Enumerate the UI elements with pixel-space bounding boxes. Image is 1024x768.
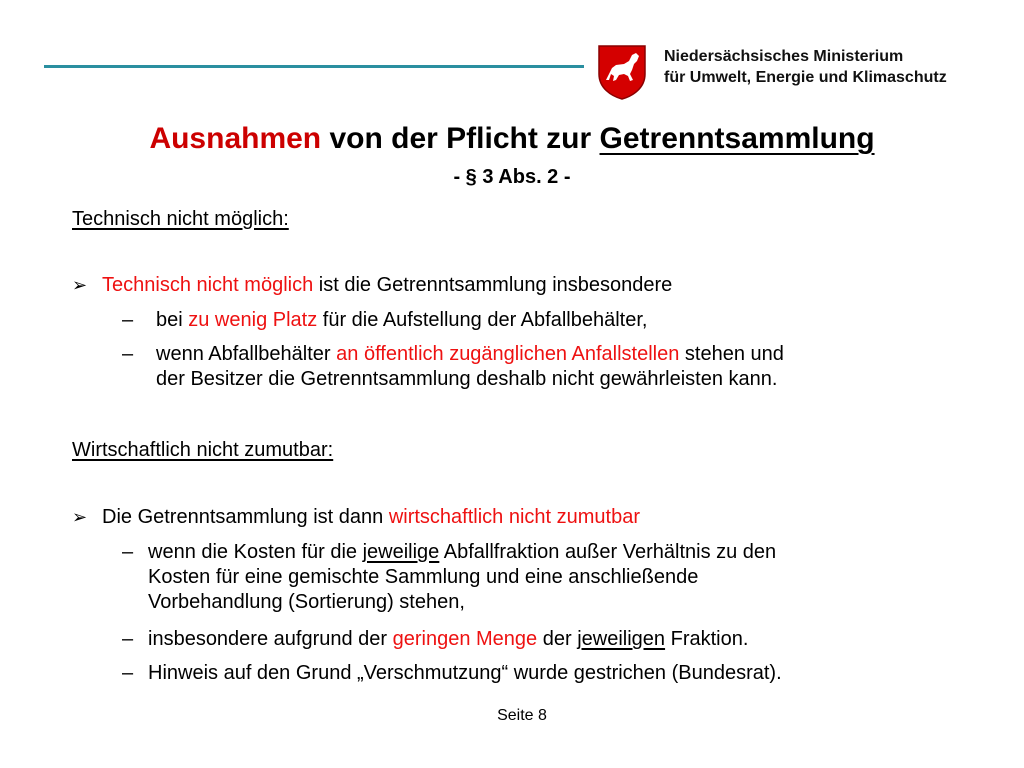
slide-title bbox=[0, 120, 1024, 158]
bullet-technical bbox=[72, 273, 672, 297]
title-highlight: Ausnahmen bbox=[149, 122, 322, 155]
sub-item-quantity-text-b: der bbox=[537, 628, 578, 650]
sub-item-costs-underlined: jeweilige bbox=[362, 541, 440, 563]
bullet-technical-text: ist die Getrenntsammlung insbesondere bbox=[313, 274, 673, 296]
ministry-line-2: für Umwelt, Energie und Klimaschutz bbox=[664, 69, 947, 86]
dash-bullet-icon: – bbox=[122, 309, 134, 331]
dash-bullet-icon: – bbox=[122, 343, 134, 365]
page-number: Seite 8 bbox=[497, 707, 547, 724]
sub-item-public-line2: der Besitzer die Getrenntsammlung deshalb nicht gewährleisten kann. bbox=[156, 368, 778, 390]
bullet-economic bbox=[72, 505, 640, 529]
dash-bullet-icon: – bbox=[122, 662, 134, 684]
sub-item-space-text-a: bei bbox=[156, 309, 189, 331]
arrow-bullet-icon: ➢ bbox=[72, 507, 88, 527]
bullet-technical-highlight: Technisch nicht möglich bbox=[102, 274, 314, 296]
sub-item-public-text-b: stehen und bbox=[679, 343, 784, 365]
header-accent-line bbox=[44, 65, 584, 68]
ministry-line-1: Niedersächsisches Ministerium bbox=[664, 48, 904, 65]
sub-item-quantity-highlight: geringen Menge bbox=[392, 628, 538, 650]
title-underlined: Getrenntsammlung bbox=[599, 122, 875, 155]
arrow-bullet-icon: ➢ bbox=[72, 275, 88, 295]
slide-subtitle: - § 3 Abs. 2 - bbox=[453, 166, 571, 188]
ministry-name bbox=[664, 46, 947, 88]
sub-item-space-text-b: für die Aufstellung der Abfallbehälter, bbox=[317, 309, 648, 331]
dash-bullet-icon: – bbox=[122, 541, 134, 563]
sub-item-costs-line2: Kosten für eine gemischte Sammlung und eine anschließende bbox=[148, 566, 699, 588]
sub-item-quantity-text-a: insbesondere aufgrund der bbox=[148, 628, 393, 650]
sub-item-costs-text-a: wenn die Kosten für die bbox=[148, 541, 363, 563]
dash-bullet-icon: – bbox=[122, 628, 134, 650]
sub-item-quantity-underlined: jeweiligen bbox=[577, 628, 666, 650]
section-heading-economic: Wirtschaftlich nicht zumutbar: bbox=[72, 439, 334, 461]
section-heading-technical: Technisch nicht möglich: bbox=[72, 208, 289, 230]
sub-item-public-text-a: wenn Abfallbehälter bbox=[156, 343, 337, 365]
sub-item-note-text: Hinweis auf den Grund „Verschmutzung“ wurde gestrichen (Bundesrat). bbox=[148, 662, 782, 684]
sub-item-costs-line3: Vorbehandlung (Sortierung) stehen, bbox=[148, 591, 465, 613]
title-middle: von der Pflicht zur bbox=[321, 122, 600, 155]
bullet-economic-highlight: wirtschaftlich nicht zumutbar bbox=[388, 506, 641, 528]
sub-item-quantity-text-c: Fraktion. bbox=[665, 628, 749, 650]
sub-item-space-highlight: zu wenig Platz bbox=[188, 309, 318, 331]
sub-item-public-highlight: an öffentlich zugänglichen Anfallstellen bbox=[336, 343, 680, 365]
bullet-economic-text: Die Getrenntsammlung ist dann bbox=[102, 506, 389, 528]
lower-saxony-horse-crest-icon bbox=[597, 44, 647, 100]
sub-item-costs-text-b: Abfallfraktion außer Verhältnis zu den bbox=[439, 541, 777, 563]
